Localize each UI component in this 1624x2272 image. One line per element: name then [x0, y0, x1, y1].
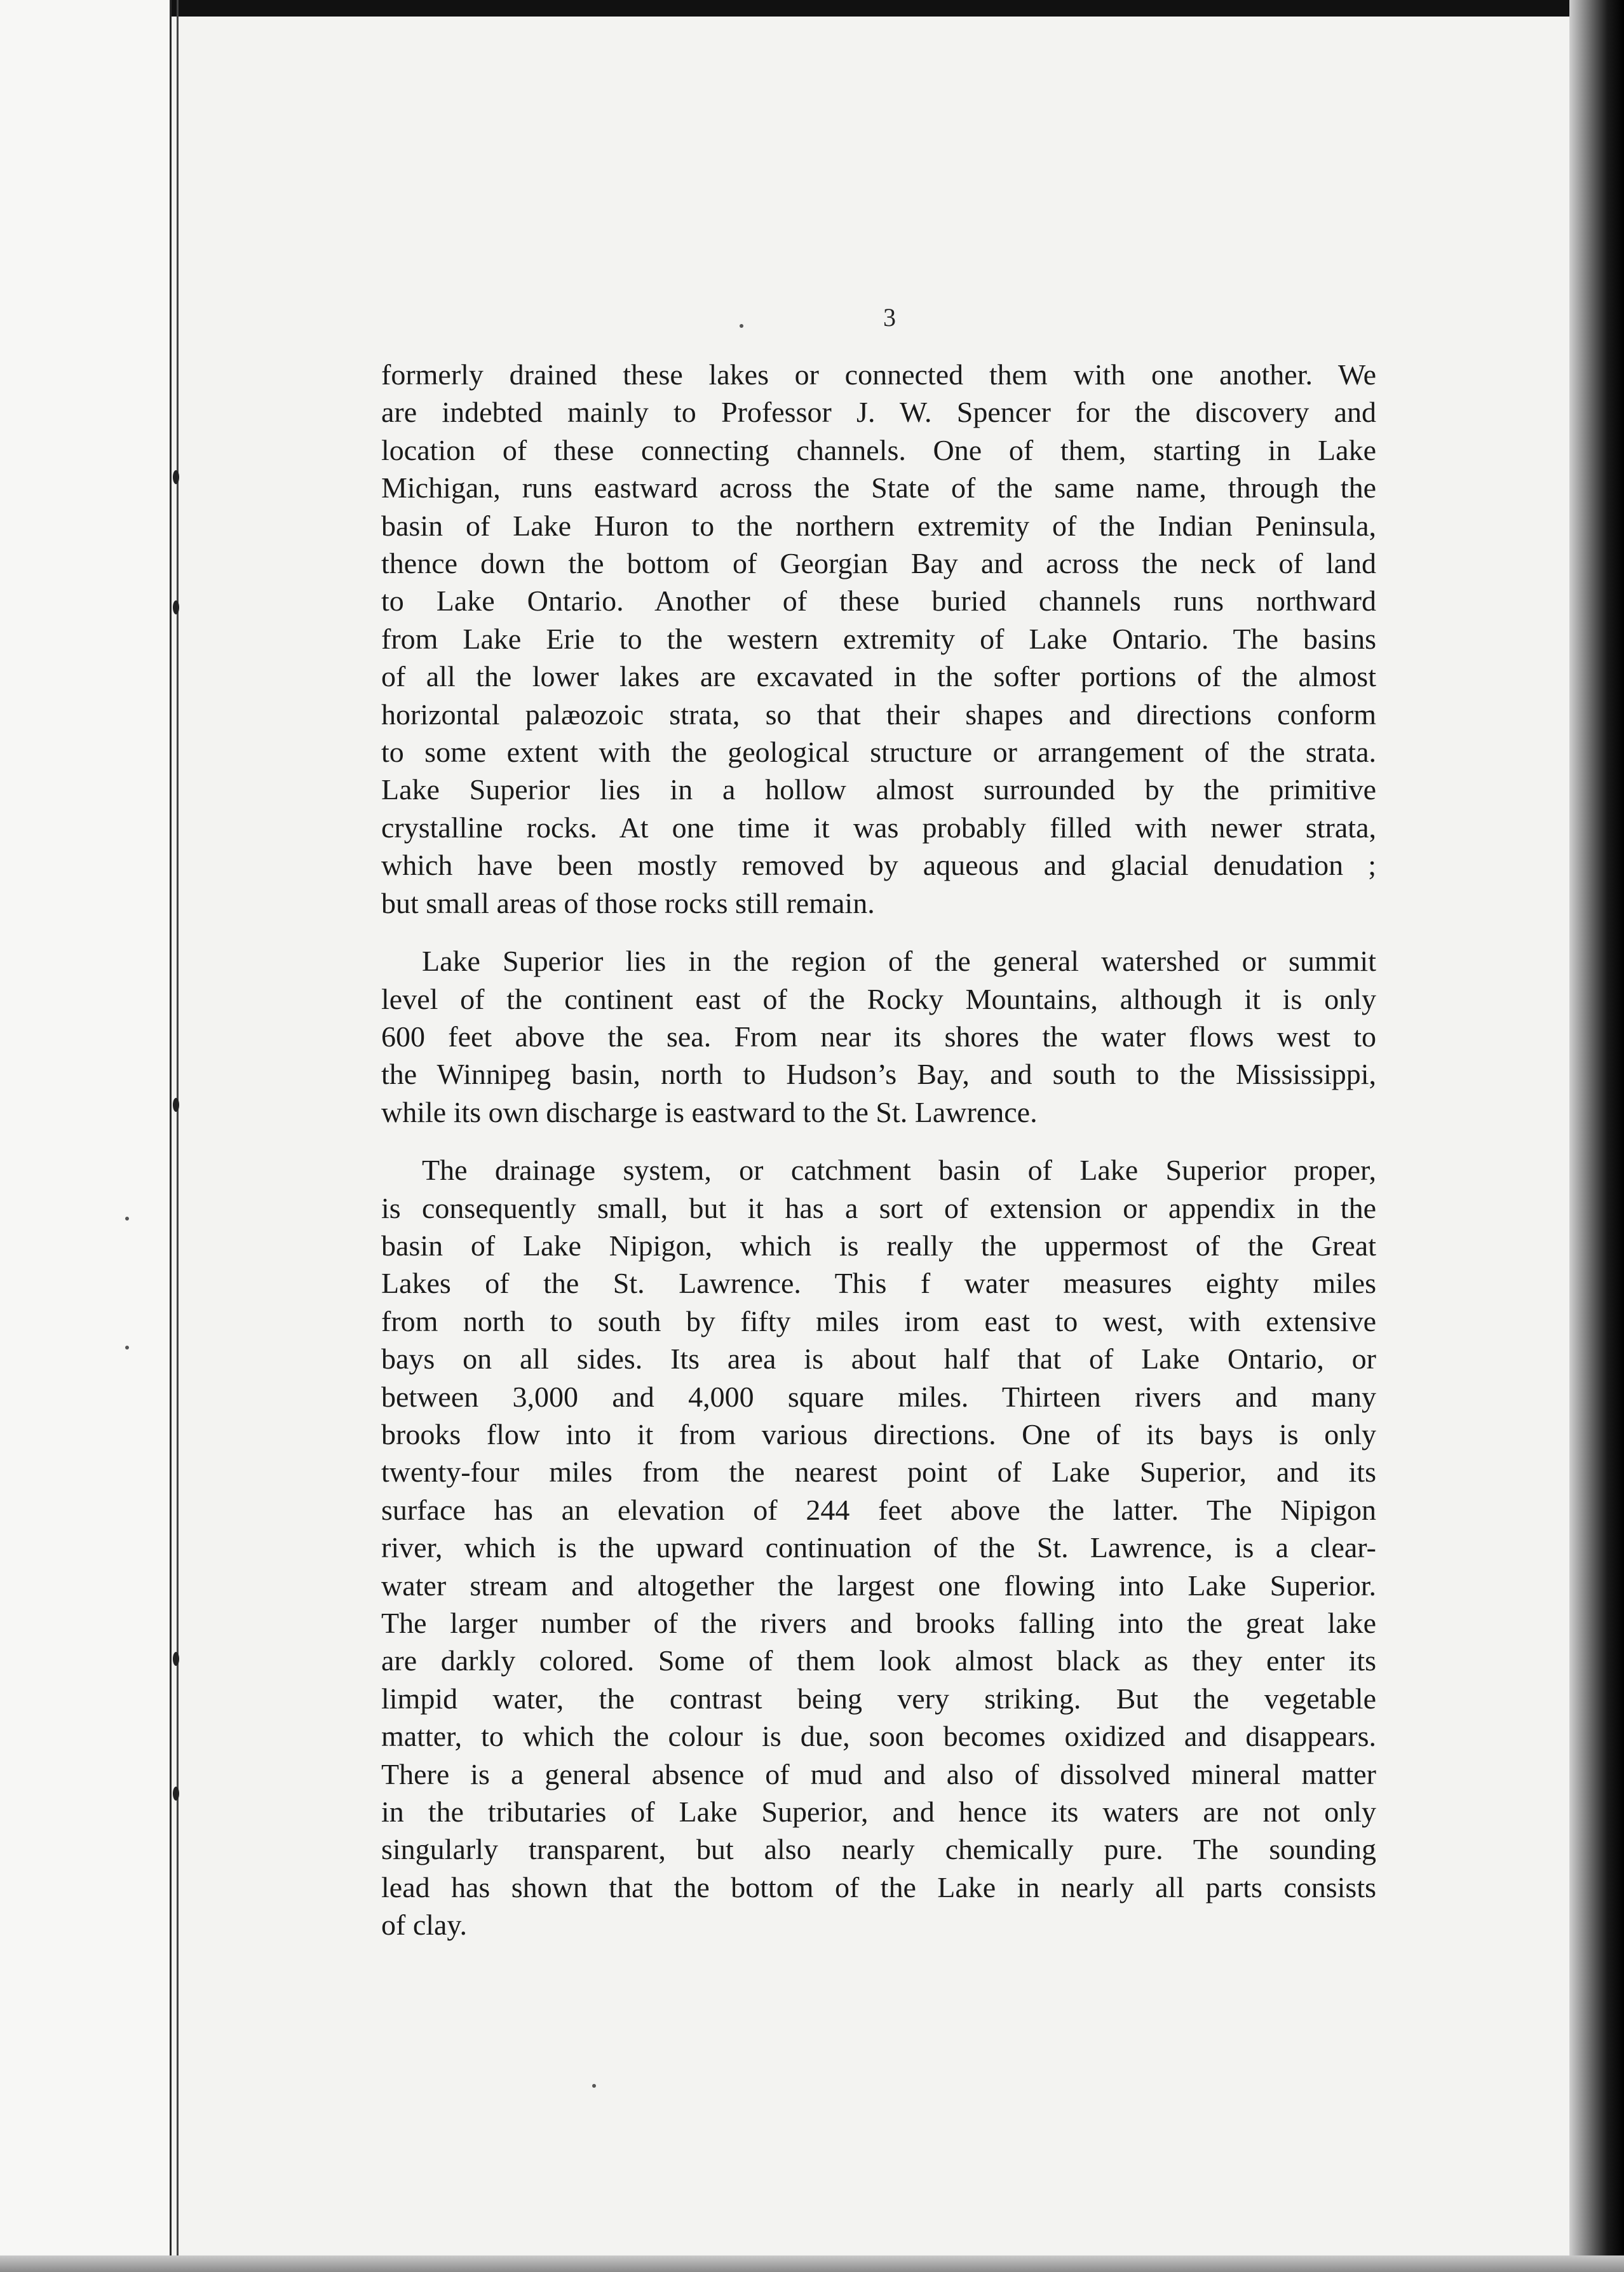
text-line: Lakes of the St. Lawrence. This f water measures eighty miles	[381, 1267, 1376, 1300]
text-line: crystalline rocks. At one time it was probably filled with newer strata,	[381, 811, 1376, 844]
paragraph-gap	[381, 1131, 1376, 1151]
scan-speck	[125, 1217, 129, 1221]
text-line: between 3,000 and 4,000 square miles. Thirteen rivers and many	[381, 1380, 1376, 1413]
text-line: to some extent with the geological structure or arrangement of the strata.	[381, 736, 1376, 769]
paragraph-3	[381, 1151, 1376, 1944]
text-line: while its own discharge is eastward to the St. Lawrence.	[381, 1095, 1038, 1128]
text-line: formerly drained these lakes or connected them with one another. We	[381, 358, 1376, 391]
scan-left-margin	[0, 0, 172, 2272]
scan-speck	[740, 324, 743, 328]
scan-bottom-edge	[0, 2255, 1624, 2272]
text-line: The drainage system, or catchment basin of Lake Superior proper,	[422, 1154, 1376, 1187]
scan-speck	[125, 1346, 129, 1349]
text-line: location of these connecting channels. One of them, starting in Lake	[381, 433, 1376, 466]
text-line: river, which is the upward continuation of the St. Lawrence, is a clear-	[381, 1531, 1376, 1564]
binding-mark	[173, 600, 179, 614]
text-line: Michigan, runs eastward across the State of the same name, through the	[381, 471, 1376, 504]
text-line: horizontal palæozoic strata, so that their shapes and directions conform	[381, 698, 1376, 731]
text-line: limpid water, the contrast being very striking. But the vegetable	[381, 1682, 1376, 1715]
text-line: twenty-four miles from the nearest point of Lake Superior, and its	[381, 1456, 1376, 1489]
text-line: thence down the bottom of Georgian Bay and across the neck of land	[381, 547, 1376, 580]
binding-mark	[173, 1787, 179, 1801]
text-line: bays on all sides. Its area is about half that of Lake Ontario, or	[381, 1342, 1376, 1376]
text-line: singularly transparent, but also nearly chemically pure. The sounding	[381, 1833, 1376, 1866]
text-line: but small areas of those rocks still remain.	[381, 886, 875, 919]
text-line: level of the continent east of the Rocky Mountains, although it is only	[381, 982, 1376, 1015]
text-line: the Winnipeg basin, north to Hudson’s Bay, and south to the Mississippi,	[381, 1058, 1376, 1091]
text-line: of all the lower lakes are excavated in the softer portions of the almost	[381, 660, 1376, 693]
text-line: which have been mostly removed by aqueous and glacial denudation ;	[381, 849, 1376, 882]
binding-rule	[177, 0, 179, 2272]
text-line: water stream and altogether the largest one flowing into Lake Superior.	[381, 1569, 1376, 1602]
text-line: surface has an elevation of 244 feet above the latter. The Nipigon	[381, 1493, 1376, 1526]
text-line: Lake Superior lies in the region of the general watershed or summit	[422, 945, 1376, 978]
text-line: brooks flow into it from various directions. One of its bays is only	[381, 1417, 1376, 1450]
scan-speck	[592, 2084, 596, 2088]
text-line: from Lake Erie to the western extremity of Lake Ontario. The basins	[381, 622, 1376, 655]
paragraph-2	[381, 942, 1376, 1131]
paragraph-1	[381, 356, 1376, 922]
text-line: from north to south by fifty miles irom east to west, with extensive	[381, 1304, 1376, 1337]
text-line: 600 feet above the sea. From near its shores the water flows west to	[381, 1020, 1376, 1053]
text-line: lead has shown that the bottom of the Lake in nearly all parts consists	[381, 1870, 1376, 1903]
text-line: There is a general absence of mud and also of dissolved mineral matter	[381, 1757, 1376, 1790]
text-line: in the tributaries of Lake Superior, and hence its waters are not only	[381, 1795, 1376, 1829]
binding-mark	[173, 1652, 179, 1666]
text-line: of clay.	[381, 1909, 467, 1942]
text-line: are darkly colored. Some of them look almost black as they enter its	[381, 1644, 1376, 1677]
text-line: The larger number of the rivers and brooks falling into the great lake	[381, 1607, 1376, 1639]
text-line: basin of Lake Huron to the northern extremity of the Indian Peninsula,	[381, 509, 1376, 542]
text-line: Lake Superior lies in a hollow almost surrounded by the primitive	[381, 773, 1376, 806]
text-line: matter, to which the colour is due, soon becomes oxidized and disappears.	[381, 1720, 1376, 1753]
body-text	[381, 356, 1376, 1944]
text-line: is consequently small, but it has a sort of extension or appendix in the	[381, 1191, 1376, 1224]
paragraph-gap	[381, 922, 1376, 942]
scan-top-edge	[0, 0, 1624, 17]
text-line: are indebted mainly to Professor J. W. Spencer for the discovery and	[381, 396, 1376, 429]
binding-mark	[173, 470, 179, 484]
page-number: 3	[883, 303, 896, 332]
text-line: basin of Lake Nipigon, which is really the uppermost of the Great	[381, 1229, 1376, 1262]
text-line: to Lake Ontario. Another of these buried channels runs northward	[381, 585, 1376, 618]
binding-mark	[173, 1098, 179, 1112]
scan-right-edge	[1569, 0, 1624, 2272]
